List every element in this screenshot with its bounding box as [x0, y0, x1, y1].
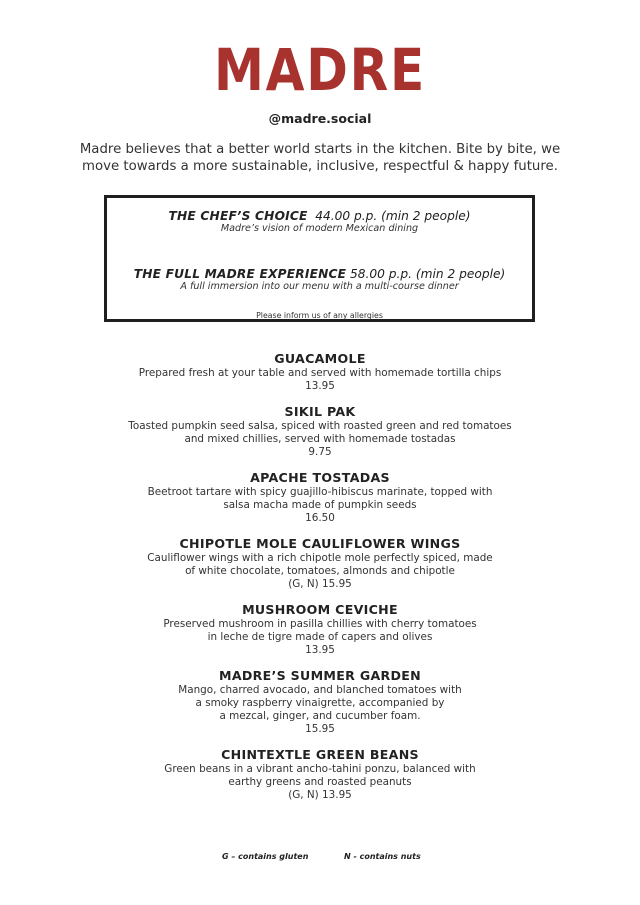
- set-menu-price: 58.00 p.p. (min 2 people): [350, 267, 506, 281]
- set-menu-price: 44.00 p.p. (min 2 people): [315, 209, 471, 223]
- item-price: 13.95: [305, 644, 335, 656]
- set-menu-box: [104, 195, 535, 322]
- item-description: Mango, charred avocado, and blanched tomatoes with a smoky raspberry vinaigrette, accompanied by a mezcal, ginger, and cucumber foam.: [178, 684, 462, 722]
- social-handle: @madre.social: [268, 111, 372, 126]
- menu-item-mushroom-ceviche: [0, 602, 640, 657]
- item-price: (G, N) 15.95: [288, 578, 352, 590]
- menu-item-green-beans: [0, 747, 640, 802]
- item-name: GUACAMOLE: [274, 351, 366, 366]
- logo-wordmark: [210, 36, 430, 104]
- logo-text: MADRE: [214, 36, 426, 104]
- menu-item-guacamole: [0, 351, 640, 393]
- set-menu-full-experience: [107, 267, 532, 293]
- intro-text: Madre believes that a better world starts in the kitchen. Bite by bite, we move towards a more sustainable, inclusive, respectful & happy future.: [79, 142, 561, 174]
- allergy-note: Please inform us of any allergies: [256, 311, 383, 320]
- menu-item-apache-tostadas: [0, 470, 640, 525]
- item-description: Green beans in a vibrant ancho-tahini ponzu, balanced with earthy greens and roasted peanuts: [164, 763, 476, 788]
- item-price: 15.95: [305, 723, 335, 735]
- menu-list: [0, 351, 640, 813]
- menu-item-sikil-pak: [0, 404, 640, 459]
- item-description: Prepared fresh at your table and served with homemade tortilla chips: [138, 367, 502, 379]
- item-name: MUSHROOM CEVICHE: [242, 602, 398, 617]
- item-price: 13.95: [305, 380, 335, 392]
- item-price: 16.50: [305, 512, 335, 524]
- set-menu-description: A full immersion into our menu with a multi-course dinner: [180, 281, 459, 292]
- item-name: APACHE TOSTADAS: [250, 470, 390, 485]
- item-description: Preserved mushroom in pasilla chillies with cherry tomatoes in leche de tigre made of capers and olives: [163, 618, 477, 643]
- set-menu-description: Madre’s vision of modern Mexican dining: [220, 223, 419, 234]
- menu-item-cauliflower-wings: [0, 536, 640, 591]
- menu-item-summer-garden: [0, 668, 640, 736]
- set-menu-chefs-choice: [107, 209, 532, 235]
- madre-logo: [0, 36, 640, 104]
- item-description: Cauliflower wings with a rich chipotle mole perfectly spiced, made of white chocolate, tomatoes, almonds and chipotle: [147, 552, 493, 577]
- set-menu-name: THE CHEF’S CHOICE: [168, 209, 308, 223]
- item-name: SIKIL PAK: [284, 404, 356, 419]
- legend-nuts: N - contains nuts: [344, 852, 421, 861]
- item-name: MADRE’S SUMMER GARDEN: [219, 668, 421, 683]
- item-price: 9.75: [308, 446, 332, 458]
- set-menu-name: THE FULL MADRE EXPERIENCE: [133, 267, 347, 281]
- item-description: Toasted pumpkin seed salsa, spiced with roasted green and red tomatoes and mixed chillies, served with homemade tostadas: [128, 420, 512, 445]
- item-description: Beetroot tartare with spicy guajillo-hibiscus marinate, topped with salsa macha made of pumpkin seeds: [147, 486, 493, 511]
- item-name: CHINTEXTLE GREEN BEANS: [221, 747, 419, 762]
- item-name: CHIPOTLE MOLE CAULIFLOWER WINGS: [179, 536, 461, 551]
- legend-gluten: G – contains gluten: [222, 852, 309, 861]
- item-price: (G, N) 13.95: [288, 789, 352, 801]
